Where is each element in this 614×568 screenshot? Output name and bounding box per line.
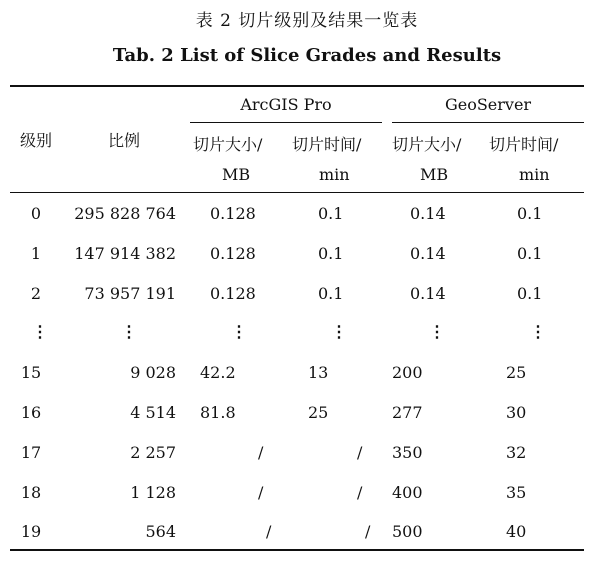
arcgis-group-rule bbox=[190, 122, 382, 123]
header-group-arcgis: ArcGIS Pro bbox=[240, 95, 332, 114]
arcgis-size-cell: 0.128 bbox=[210, 244, 256, 263]
ellipsis-cell: ⋮ bbox=[231, 322, 247, 341]
scale-cell: 564 bbox=[145, 522, 176, 541]
header-arcgis-time-unit: min bbox=[319, 165, 350, 184]
scale-cell: 2 257 bbox=[130, 443, 176, 462]
scale-cell: 9 028 bbox=[130, 363, 176, 382]
level-cell: 2 bbox=[30, 284, 42, 303]
geoserver-group-rule bbox=[392, 122, 584, 123]
arcgis-time-cell: / bbox=[357, 443, 363, 462]
geoserver-size-cell: 400 bbox=[392, 483, 423, 502]
header-geoserver-size: 切片大小/ bbox=[392, 135, 462, 154]
geoserver-size-cell: 0.14 bbox=[410, 284, 446, 303]
header-bottom-rule bbox=[10, 192, 584, 193]
geoserver-size-cell: 350 bbox=[392, 443, 423, 462]
header-scale: 比例 bbox=[108, 131, 141, 150]
level-cell: 16 bbox=[20, 403, 42, 422]
geoserver-size-cell: 200 bbox=[392, 363, 423, 382]
geoserver-time-cell: 0.1 bbox=[517, 284, 543, 303]
header-geoserver-time-unit: min bbox=[519, 165, 550, 184]
geoserver-time-cell: 0.1 bbox=[517, 204, 543, 223]
arcgis-time-cell: / bbox=[357, 483, 363, 502]
geoserver-size-cell: 277 bbox=[392, 403, 423, 422]
geoserver-time-cell: 40 bbox=[506, 522, 527, 541]
arcgis-size-cell: 0.128 bbox=[210, 284, 256, 303]
scale-cell: 147 914 382 bbox=[74, 244, 176, 263]
ellipsis-cell: ⋮ bbox=[530, 322, 546, 341]
geoserver-time-cell: 0.1 bbox=[517, 244, 543, 263]
arcgis-time-cell: 0.1 bbox=[318, 204, 344, 223]
header-level: 级别 bbox=[20, 131, 53, 150]
arcgis-time-cell: 25 bbox=[308, 403, 329, 422]
arcgis-time-cell: 0.1 bbox=[318, 244, 344, 263]
header-geoserver-time: 切片时间/ bbox=[489, 135, 559, 154]
arcgis-size-cell: 81.8 bbox=[200, 403, 236, 422]
header-group-geoserver: GeoServer bbox=[444, 95, 532, 114]
level-cell: 18 bbox=[20, 483, 42, 502]
geoserver-time-cell: 35 bbox=[506, 483, 527, 502]
level-cell: 1 bbox=[30, 244, 42, 263]
arcgis-size-cell: / bbox=[266, 522, 272, 541]
geoserver-size-cell: 0.14 bbox=[410, 204, 446, 223]
header-arcgis-size-unit: MB bbox=[222, 165, 251, 184]
header-geoserver-size-unit: MB bbox=[420, 165, 449, 184]
arcgis-time-cell: 13 bbox=[308, 363, 329, 382]
level-cell: 0 bbox=[30, 204, 42, 223]
geoserver-time-cell: 25 bbox=[506, 363, 527, 382]
top-rule bbox=[10, 85, 584, 87]
level-cell: 15 bbox=[20, 363, 42, 382]
arcgis-time-cell: / bbox=[365, 522, 371, 541]
ellipsis-cell: ⋮ bbox=[429, 322, 445, 341]
arcgis-size-cell: 0.128 bbox=[210, 204, 256, 223]
geoserver-size-cell: 500 bbox=[392, 522, 423, 541]
scale-cell: 73 957 191 bbox=[84, 284, 176, 303]
bottom-rule bbox=[10, 549, 584, 551]
table-caption-chinese: 表 2 切片级别及结果一览表 bbox=[195, 11, 419, 31]
arcgis-time-cell: 0.1 bbox=[318, 284, 344, 303]
ellipsis-cell: ⋮ bbox=[121, 322, 137, 341]
arcgis-size-cell: 42.2 bbox=[200, 363, 236, 382]
scale-cell: 4 514 bbox=[130, 403, 176, 422]
geoserver-time-cell: 32 bbox=[506, 443, 527, 462]
ellipsis-cell: ⋮ bbox=[32, 322, 48, 341]
arcgis-size-cell: / bbox=[258, 443, 264, 462]
header-arcgis-time: 切片时间/ bbox=[292, 135, 362, 154]
level-cell: 19 bbox=[20, 522, 42, 541]
arcgis-size-cell: / bbox=[258, 483, 264, 502]
scale-cell: 1 128 bbox=[130, 483, 176, 502]
level-cell: 17 bbox=[20, 443, 42, 462]
table-caption-english: Tab. 2 List of Slice Grades and Results bbox=[112, 45, 502, 66]
header-arcgis-size: 切片大小/ bbox=[193, 135, 263, 154]
scale-cell: 295 828 764 bbox=[74, 204, 176, 223]
ellipsis-cell: ⋮ bbox=[331, 322, 347, 341]
geoserver-size-cell: 0.14 bbox=[410, 244, 446, 263]
geoserver-time-cell: 30 bbox=[506, 403, 527, 422]
